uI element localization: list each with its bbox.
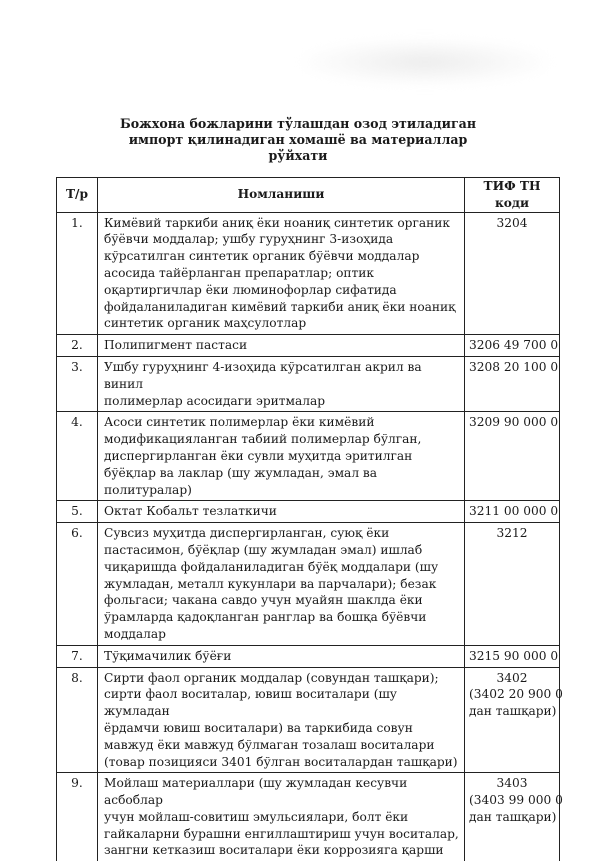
row-name-line: Асоси синтетик полимерлар ёки кимёвий [104, 415, 375, 430]
blurred-stamp [300, 38, 550, 86]
row-name-line: кўрсатилган синтетик органик бўёвчи моддалар [104, 249, 420, 264]
row-code [465, 501, 560, 523]
row-name [98, 335, 465, 357]
table-row [57, 645, 560, 667]
row-number: 7. [57, 645, 98, 667]
row-code [465, 335, 560, 357]
row-number: 4. [57, 412, 98, 501]
row-name-line: ўрамларда қадоқланган ранглар ва бошқа бўёвчи [104, 610, 427, 625]
row-name-line: Мойлаш материаллари (шу жумладан кесувчи асбоблар [104, 776, 408, 808]
row-code-line: 3212 [496, 526, 528, 541]
row-number: 1. [57, 212, 98, 335]
row-number: 3. [57, 356, 98, 411]
document-title [0, 116, 596, 164]
row-number: 9. [57, 773, 98, 861]
header-name: Номланиши [98, 178, 465, 213]
row-name-line: моддалар [104, 626, 166, 641]
row-name [98, 412, 465, 501]
title-line-3: рўйхати [268, 148, 328, 163]
row-number: 6. [57, 523, 98, 646]
row-code-line: (3402 20 900 0 [469, 687, 563, 702]
table-row [57, 523, 560, 646]
row-code-line: 3402 [496, 670, 528, 685]
row-code-line: (3403 99 000 0 [469, 793, 563, 808]
row-code-line: 3204 [496, 215, 528, 230]
row-code-line: 3403 [496, 776, 528, 791]
table-row [57, 773, 560, 861]
row-name-line: мавжуд ёки мавжуд бўлмаган тозалаш воситалари [104, 737, 435, 752]
row-name-line: модификацияланган табиий полимерлар бўлган, [104, 432, 422, 447]
table-row [57, 412, 560, 501]
row-name-line: диспергирланган ёки сувли муҳитда эритилган [104, 448, 413, 463]
table-row [57, 212, 560, 335]
table-header-row [57, 178, 560, 213]
table-row [57, 501, 560, 523]
title-line-1: Божхона божларини тўлашдан озод этиладиган [119, 116, 477, 131]
row-number: 8. [57, 667, 98, 773]
row-name-line: Полипигмент пастаси [104, 338, 248, 353]
row-code-line: 3211 00 000 0 [469, 504, 559, 519]
row-code-line: 3206 49 700 0 [469, 338, 559, 353]
row-code [465, 645, 560, 667]
row-name-line: бўёқлар ва лаклар (шу жумладан, эмал ва политуралар) [104, 465, 378, 497]
row-number: 5. [57, 501, 98, 523]
row-name-line: бўёвчи моддалар; ушбу гуруҳнинг 3-изоҳида [104, 232, 394, 247]
row-name-line: Кимёвий таркиби аниқ ёки ноаниқ синтетик органик [104, 215, 450, 230]
row-name-line: Сувсиз муҳитда диспергирланган, суюқ ёки [104, 526, 390, 541]
row-name-line: асосида тайёрланган препаратлар; оптик [104, 265, 375, 280]
row-code [465, 667, 563, 773]
row-name [98, 523, 465, 646]
row-name-line: чиқаришда фойдаланиладиган бўёқ моддалари (шу [104, 559, 439, 574]
row-name-line: синтетик органик маҳсулотлар [104, 316, 307, 331]
row-name-line: учун мойлаш-совитиш эмульсиялари, болт ёки [104, 809, 409, 824]
row-name [98, 501, 465, 523]
row-code [465, 773, 563, 861]
row-name [98, 773, 465, 861]
row-name-line: полимерлар асосидаги эритмалар [104, 393, 326, 408]
row-code [465, 412, 560, 501]
row-name-line: (товар позицияси 3401 бўлган воситалардан ташқари) [104, 754, 458, 769]
row-name-line: сирти фаол воситалар, ювиш воситалари (шу жумладан [104, 687, 397, 719]
row-name-line: пастасимон, бўёқлар (шу жумладан эмал) ишлаб [104, 542, 423, 557]
row-name-line: жумладан, металл кукунлари ва парчалари); безак [104, 576, 437, 591]
row-name-line: Ушбу гуруҳнинг 4-изоҳида кўрсатилган акрил ва винил [104, 359, 422, 391]
row-name-line: фойдаланиладиган кимёвий таркиби аниқ ёки ноаниқ [104, 299, 456, 314]
row-name-line: Сирти фаол органик моддалар (совундан ташқари); [104, 670, 439, 685]
row-code-line: 3208 20 100 0 [469, 359, 559, 374]
row-number: 2. [57, 335, 98, 357]
row-code-line: дан ташқари) [469, 809, 557, 824]
row-code-line: дан ташқари) [469, 704, 557, 719]
table-row [57, 356, 560, 411]
row-name-line: фольгаси; чакана савдо учун муайян шаклда ёки [104, 593, 423, 608]
row-code [465, 356, 560, 411]
row-name-line: Октат Кобальт тезлаткичи [104, 504, 277, 519]
row-code-line: 3209 90 000 0 [469, 415, 559, 430]
header-number: Т/р [57, 178, 98, 213]
row-code [465, 523, 560, 646]
title-line-2: импорт қилинадиган хомашё ва материаллар [128, 132, 468, 147]
row-name [98, 356, 465, 411]
row-name [98, 212, 465, 335]
row-name [98, 667, 465, 773]
header-code: ТИФ ТН коди [465, 178, 560, 213]
row-name-line: гайкаларни бурашни енгиллаштириш учун воситалар, [104, 826, 459, 841]
row-code [465, 212, 560, 335]
table-row [57, 335, 560, 357]
materials-table [56, 177, 563, 861]
row-name-line: оқартиргичлар ёки люминофорлар сифатида [104, 282, 397, 297]
row-code-line: 3215 90 000 0 [469, 648, 559, 663]
table-body [57, 212, 563, 861]
row-name-line: Тўқимачилик бўёғи [104, 648, 232, 663]
table-row [57, 667, 560, 773]
row-name [98, 645, 465, 667]
row-name-line: зангни кетказиш воситалари ёки коррозияга қарши [104, 843, 444, 858]
row-name-line: ёрдамчи ювиш воситалари) ва таркибида совун [104, 720, 413, 735]
